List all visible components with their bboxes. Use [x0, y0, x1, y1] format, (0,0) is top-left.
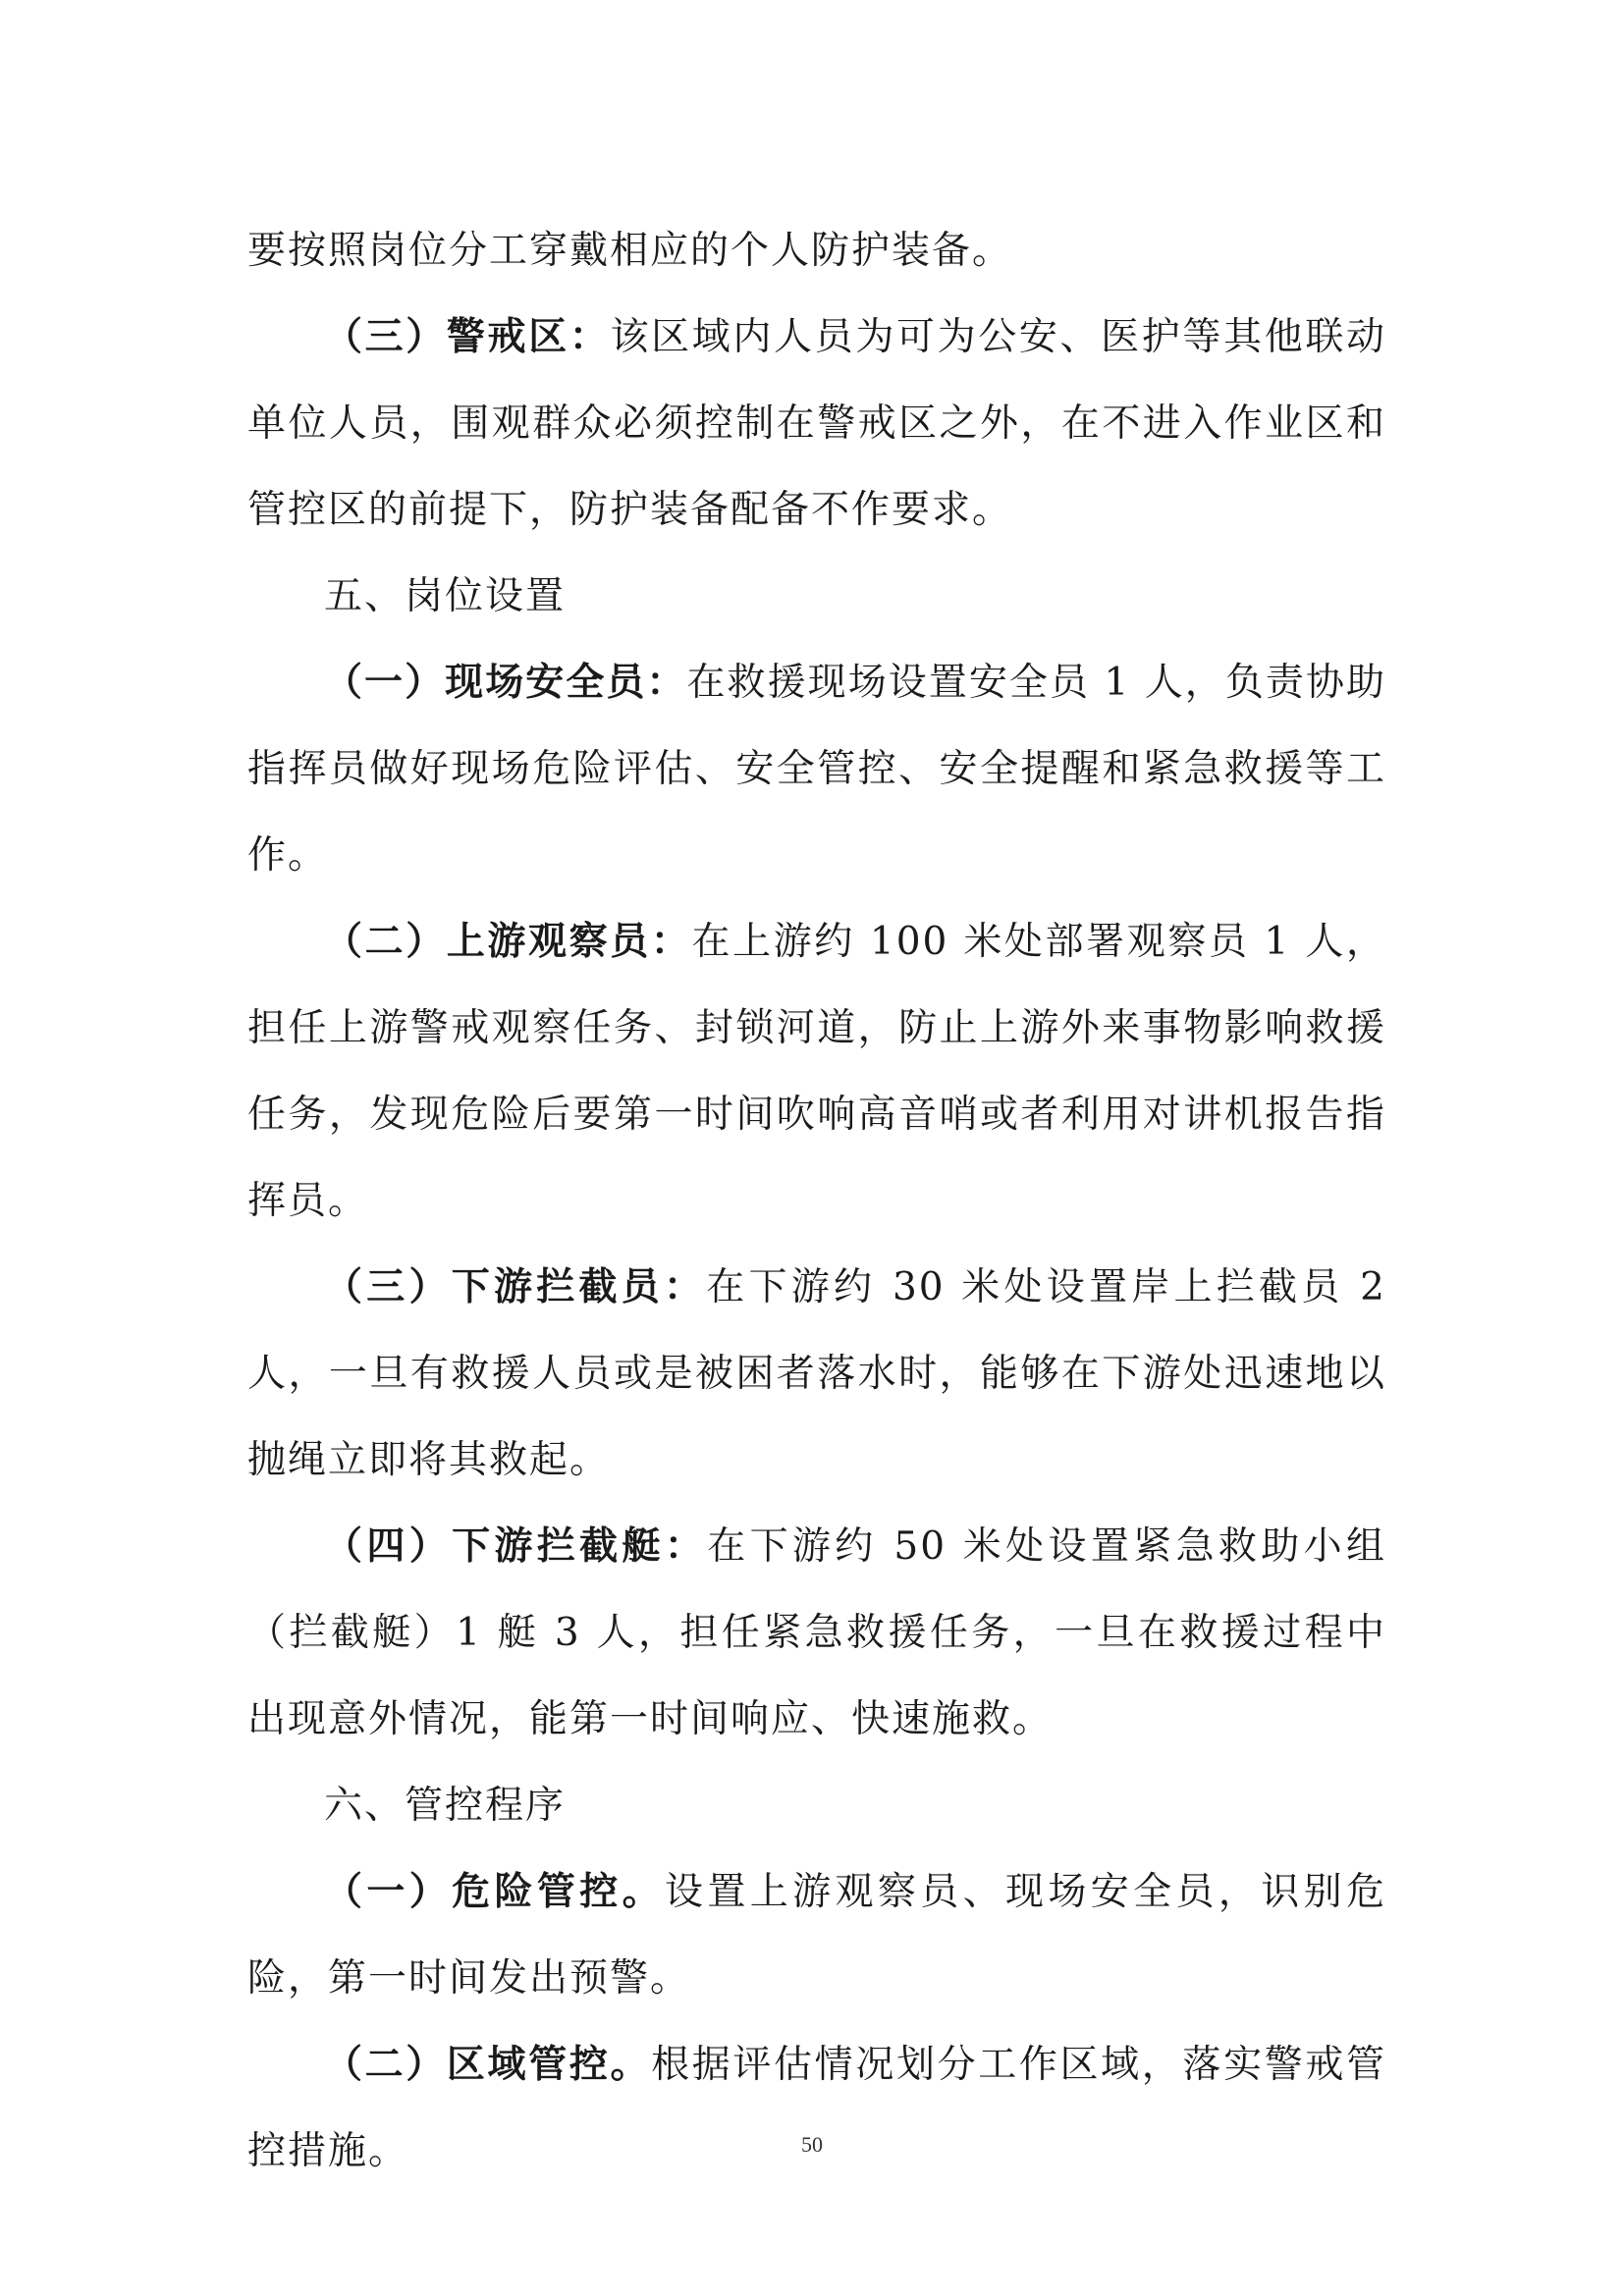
paragraph-lead: （一）危险管控。 [324, 1870, 665, 1914]
paragraph-text: 在下游约 50 米处设置紧急救助小组（拦截艇）1 艇 3 人，担任紧急救援任务，一旦在救援过程中出现意外情况，能第一时间响应、快速施救。 [247, 1524, 1386, 1741]
paragraph-text: 在上游约 100 米处部署观察员 1 人，担任上游警戒观察任务、封锁河道，防止上游外来事物影响救援任务，发现危险后要第一时间吹响高音哨或者利用对讲机报告指挥员。 [247, 920, 1386, 1223]
paragraph-upstream-observer [247, 899, 1386, 1245]
paragraph-text: 在救援现场设置安全员 1 人，负责协助指挥员做好现场危险评估、安全管控、安全提醒和紧急救援等工作。 [247, 661, 1386, 878]
page-number: 50 [801, 2132, 823, 2157]
paragraph-lead: （二）上游观察员： [324, 920, 692, 964]
paragraph-text: 设置上游观察员、现场安全员，识别危险，第一时间发出预警。 [247, 1870, 1386, 2001]
section-heading-post-setup: 五、岗位设置 [324, 574, 567, 618]
paragraph-downstream-interceptor [247, 1245, 1386, 1504]
paragraph-text: 在下游约 30 米处设置岸上拦截员 2 人，一旦有救援人员或是被困者落水时，能够在下游处迅速地以抛绳立即将其救起。 [247, 1265, 1386, 1482]
paragraph-text: 根据评估情况划分工作区域，落实警戒管控措施。 [247, 2043, 1386, 2173]
paragraph-lead: （三）警戒区： [324, 315, 611, 359]
paragraph-lead: （四）下游拦截艇： [324, 1524, 708, 1569]
paragraph-lead: （一）现场安全员： [324, 661, 687, 705]
paragraph-area-control [247, 2022, 1386, 2195]
paragraph-site-safety-officer [247, 640, 1386, 899]
paragraph-hazard-control [247, 1849, 1386, 2022]
paragraph-text: 该区域内人员为可为公安、医护等其他联动单位人员，围观群众必须控制在警戒区之外，在不进入作业区和管控区的前提下，防护装备配备不作要求。 [247, 315, 1386, 532]
paragraph-text: 要按照岗位分工穿戴相应的个人防护装备。 [247, 229, 1013, 273]
paragraph-alert-zone [247, 294, 1386, 554]
paragraph-continuation [247, 208, 1386, 294]
paragraph-lead: （三）下游拦截员： [324, 1265, 707, 1309]
document-body [247, 208, 1386, 2195]
section-heading-control-procedure: 六、管控程序 [324, 1784, 567, 1828]
paragraph-lead: （二）区域管控。 [324, 2043, 652, 2087]
paragraph-downstream-boat [247, 1504, 1386, 1763]
